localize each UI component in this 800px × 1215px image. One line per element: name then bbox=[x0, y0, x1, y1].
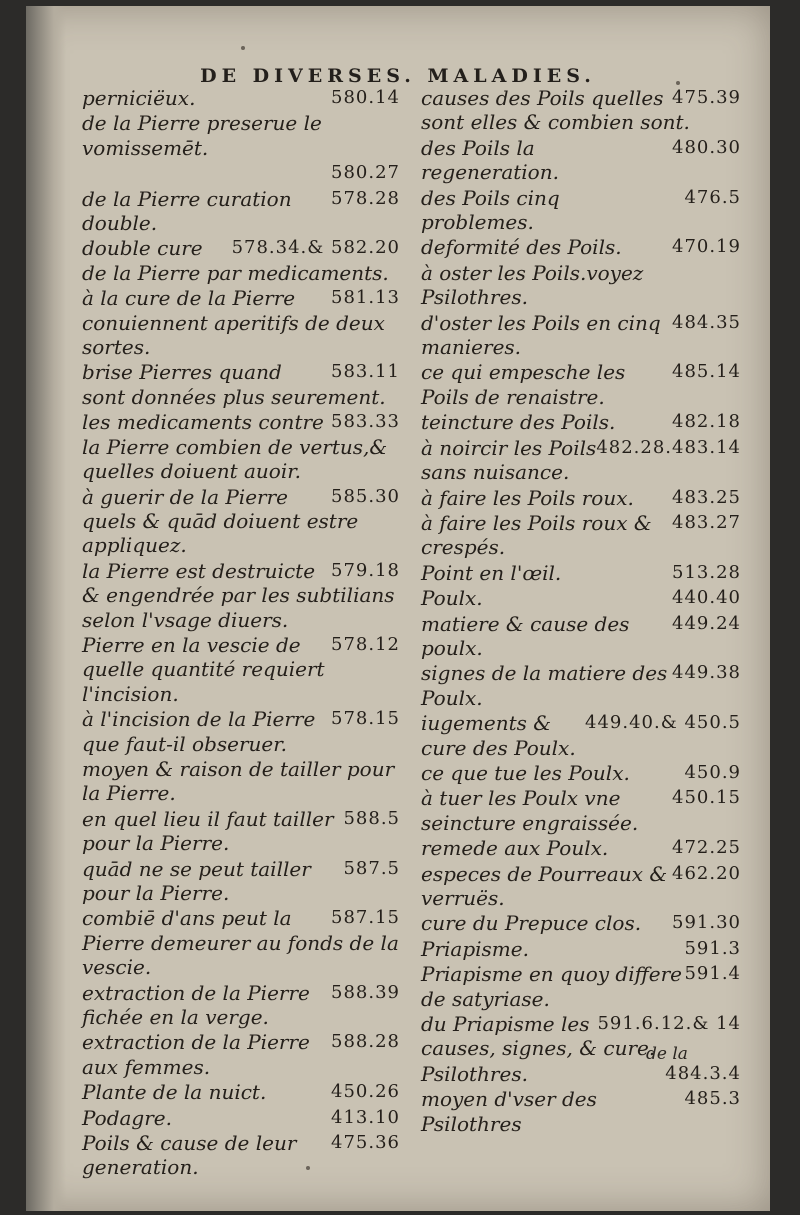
entry-text: des Poils cinq problemes. bbox=[421, 185, 560, 235]
paper-speck bbox=[241, 46, 245, 50]
index-entry bbox=[421, 410, 741, 434]
entry-page-ref: 585.30 bbox=[331, 485, 400, 507]
entry-text: remede aux Poulx. bbox=[421, 836, 609, 861]
index-entry bbox=[421, 937, 741, 961]
entry-text: cure du Prepuce clos. bbox=[421, 911, 642, 936]
entry-text: Psilothres. bbox=[421, 1061, 528, 1086]
entry-text: à faire les Poils roux. bbox=[421, 485, 634, 510]
index-entry bbox=[421, 1012, 741, 1061]
entry-text: extraction de la Pierre aux femmes. bbox=[82, 1030, 310, 1079]
index-entry bbox=[421, 136, 741, 185]
entry-text: à la cure de la Pierre conuiennent aperitifs de deux sortes. bbox=[82, 286, 385, 360]
index-entry bbox=[82, 757, 400, 806]
index-entry bbox=[82, 1080, 400, 1104]
entry-text: Podagre. bbox=[82, 1105, 172, 1130]
entry-page-ref: 449.24 bbox=[672, 612, 741, 634]
entry-text: ce qui empesche les Poils de renaistre. bbox=[421, 360, 626, 409]
index-entry bbox=[82, 111, 400, 160]
index-entry bbox=[82, 633, 400, 706]
entry-page-ref: 472.25 bbox=[672, 837, 741, 859]
index-column-right bbox=[421, 86, 741, 1137]
index-entry bbox=[82, 187, 400, 236]
index-entry bbox=[421, 661, 741, 710]
entry-text: quād ne se peut tailler pour la Pierre. bbox=[82, 856, 311, 905]
entry-page-ref: 580.14 bbox=[331, 87, 400, 108]
index-entry bbox=[82, 360, 400, 409]
entry-page-ref: 475.36 bbox=[331, 1132, 400, 1154]
entry-page-ref: 484.3.4 bbox=[665, 1062, 741, 1084]
entry-text: Priapisme. bbox=[421, 936, 529, 961]
index-entry bbox=[421, 561, 741, 585]
entry-text: Point en l'œil. bbox=[421, 560, 562, 585]
index-entry bbox=[82, 707, 400, 756]
entry-page-ref: 475.39 bbox=[672, 87, 741, 108]
entry-page-ref: 591.6.12.& 14 bbox=[597, 1013, 741, 1035]
index-entry bbox=[421, 786, 741, 835]
binding-gutter bbox=[26, 6, 66, 1211]
index-entry bbox=[421, 836, 741, 860]
entry-page-ref: 450.9 bbox=[684, 761, 741, 783]
index-entry bbox=[82, 857, 400, 906]
entry-text: teincture des Poils. bbox=[421, 410, 616, 435]
entry-page-ref: 450.15 bbox=[672, 787, 741, 809]
entry-page-ref: 413.10 bbox=[331, 1106, 400, 1128]
entry-text bbox=[82, 161, 90, 185]
index-entry bbox=[82, 1106, 400, 1130]
entry-page-ref: 588.5 bbox=[343, 807, 400, 829]
entry-text: matiere & cause des poulx. bbox=[421, 611, 630, 660]
entry-text: des Poils la regeneration. bbox=[421, 135, 559, 185]
entry-page-ref: 483.27 bbox=[672, 511, 741, 533]
index-entry bbox=[82, 286, 400, 359]
index-entry bbox=[82, 1030, 400, 1079]
entry-page-ref: 591.30 bbox=[672, 912, 741, 934]
entry-text: la Pierre est destruicte & engendrée par les subtilians selon l'vsage diuers. bbox=[82, 558, 395, 632]
index-entry bbox=[421, 1087, 741, 1136]
index-entry bbox=[82, 161, 400, 185]
entry-page-ref: 583.11 bbox=[331, 361, 400, 383]
entry-text: à oster les Poils.voyez Psilothres. bbox=[421, 260, 644, 310]
entry-page-ref: 578.12 bbox=[331, 633, 400, 655]
entry-text: moyen d'vser des Psilothres bbox=[421, 1087, 597, 1136]
index-entry bbox=[421, 711, 741, 760]
entry-page-ref: 440.40 bbox=[672, 587, 741, 609]
entry-page-ref: 462.20 bbox=[672, 862, 741, 884]
entry-text: en quel lieu il faut tailler pour la Pierre. bbox=[82, 806, 334, 856]
entry-text: à guerir de la Pierre quels & quād doiuent estre appliquez. bbox=[82, 484, 359, 558]
entry-page-ref: 579.18 bbox=[331, 559, 400, 581]
index-entry bbox=[421, 261, 741, 310]
entry-page-ref: 482.28.483.14 bbox=[596, 436, 741, 458]
entry-page-ref: 588.28 bbox=[331, 1031, 400, 1053]
entry-page-ref: 484.35 bbox=[672, 311, 741, 333]
entry-page-ref: 485.3 bbox=[684, 1088, 741, 1110]
entry-page-ref: 588.39 bbox=[331, 981, 400, 1003]
index-entry bbox=[82, 906, 400, 979]
index-entry bbox=[82, 807, 400, 856]
index-entry bbox=[421, 311, 741, 360]
index-entry bbox=[421, 360, 741, 409]
entry-page-ref: 578.15 bbox=[331, 708, 400, 730]
entry-text: Poils & cause de leur generation. bbox=[82, 1131, 297, 1180]
entry-text: double cure de la Pierre par medicaments. bbox=[82, 236, 389, 285]
index-entry bbox=[421, 186, 741, 235]
index-entry bbox=[421, 962, 741, 1011]
entry-text: ce que tue les Poulx. bbox=[421, 760, 630, 785]
entry-text: les medicaments contre la Pierre combien de vertus,& quelles doiuent auoir. bbox=[82, 410, 388, 484]
index-entry bbox=[82, 981, 400, 1030]
index-entry bbox=[82, 485, 400, 558]
entry-page-ref: 578.34.& 582.20 bbox=[231, 237, 400, 259]
entry-text: de la Pierre preserue le vomissemēt. bbox=[82, 111, 322, 160]
entry-text: du Priapisme les causes, signes, & cure. bbox=[421, 1012, 656, 1061]
entry-page-ref: 591.4 bbox=[684, 963, 741, 985]
entry-text: brise Pierres quand sont données plus seurement. bbox=[82, 360, 386, 409]
entry-page-ref: 578.28 bbox=[331, 187, 400, 209]
entry-text: iugements & cure des Poulx. bbox=[421, 711, 576, 760]
index-entry bbox=[82, 236, 400, 285]
entry-page-ref: 580.27 bbox=[331, 162, 400, 184]
entry-text: de la Pierre curation double. bbox=[82, 186, 292, 236]
entry-text: especes de Pourreaux & verruës. bbox=[421, 861, 668, 910]
index-entry bbox=[421, 761, 741, 785]
entry-text: combiē d'ans peut la Pierre demeurer au fonds de la vescie. bbox=[82, 906, 399, 980]
entry-page-ref: 470.19 bbox=[672, 236, 741, 258]
running-header: DE DIVERSES. MALADIES. bbox=[200, 65, 596, 87]
entry-text: à noircir les Poils sans nuisance. bbox=[421, 435, 597, 485]
entry-text: d'oster les Poils en cinq manieres. bbox=[421, 310, 661, 360]
entry-page-ref: 449.40.& 450.5 bbox=[585, 712, 741, 734]
entry-page-ref: 480.30 bbox=[672, 136, 741, 158]
paper-speck bbox=[306, 1166, 310, 1170]
index-entry bbox=[421, 235, 741, 259]
entry-page-ref: 450.26 bbox=[331, 1081, 400, 1103]
index-entry bbox=[82, 410, 400, 483]
entry-text: Pierre en la vescie de quelle quantité requiert l'incision. bbox=[82, 632, 325, 706]
entry-text: perniciëux. bbox=[82, 86, 196, 110]
entry-text: deformité des Poils. bbox=[421, 235, 622, 260]
index-entry bbox=[82, 1131, 400, 1180]
index-entry bbox=[421, 486, 741, 510]
index-entry bbox=[421, 862, 741, 911]
entry-page-ref: 483.25 bbox=[672, 486, 741, 508]
entry-text: extraction de la Pierre fichée en la verge. bbox=[82, 980, 310, 1030]
entry-text: Plante de la nuict. bbox=[82, 1080, 267, 1105]
index-entry bbox=[421, 1062, 741, 1086]
book-page bbox=[26, 6, 770, 1211]
entry-page-ref: 591.3 bbox=[684, 937, 741, 959]
entry-text: à faire les Poils roux & crespés. bbox=[421, 510, 652, 560]
entry-page-ref: 581.13 bbox=[331, 287, 400, 309]
index-entry bbox=[82, 86, 400, 110]
index-column-left bbox=[82, 86, 400, 1181]
index-entry bbox=[421, 86, 741, 135]
entry-page-ref: 587.5 bbox=[343, 857, 400, 879]
entry-page-ref: 513.28 bbox=[672, 561, 741, 583]
entry-text: causes des Poils quelles sont elles & combien sont. bbox=[421, 86, 690, 135]
index-entry bbox=[421, 586, 741, 610]
paper-speck bbox=[676, 81, 680, 85]
entry-page-ref: 587.15 bbox=[331, 907, 400, 929]
entry-page-ref: 482.18 bbox=[672, 411, 741, 433]
entry-page-ref: 485.14 bbox=[672, 361, 741, 383]
index-entry bbox=[421, 612, 741, 661]
index-entry bbox=[421, 436, 741, 485]
entry-text: moyen & raison de tailler pour la Pierre. bbox=[82, 756, 395, 806]
entry-text: Poulx. bbox=[421, 586, 483, 611]
entry-page-ref: 449.38 bbox=[672, 662, 741, 684]
index-entry bbox=[82, 559, 400, 632]
entry-page-ref: 583.33 bbox=[331, 411, 400, 433]
catchword: de la bbox=[646, 1044, 688, 1064]
entry-text: Priapisme en quoy differe de satyriase. bbox=[421, 962, 683, 1011]
entry-page-ref: 476.5 bbox=[684, 186, 741, 208]
entry-text: à l'incision de la Pierre que faut-il obseruer. bbox=[82, 707, 316, 756]
index-entry bbox=[421, 911, 741, 935]
index-entry bbox=[421, 511, 741, 560]
entry-text: à tuer les Poulx vne seincture engraissée. bbox=[421, 786, 639, 835]
entry-text: signes de la matiere des Poulx. bbox=[421, 661, 668, 710]
